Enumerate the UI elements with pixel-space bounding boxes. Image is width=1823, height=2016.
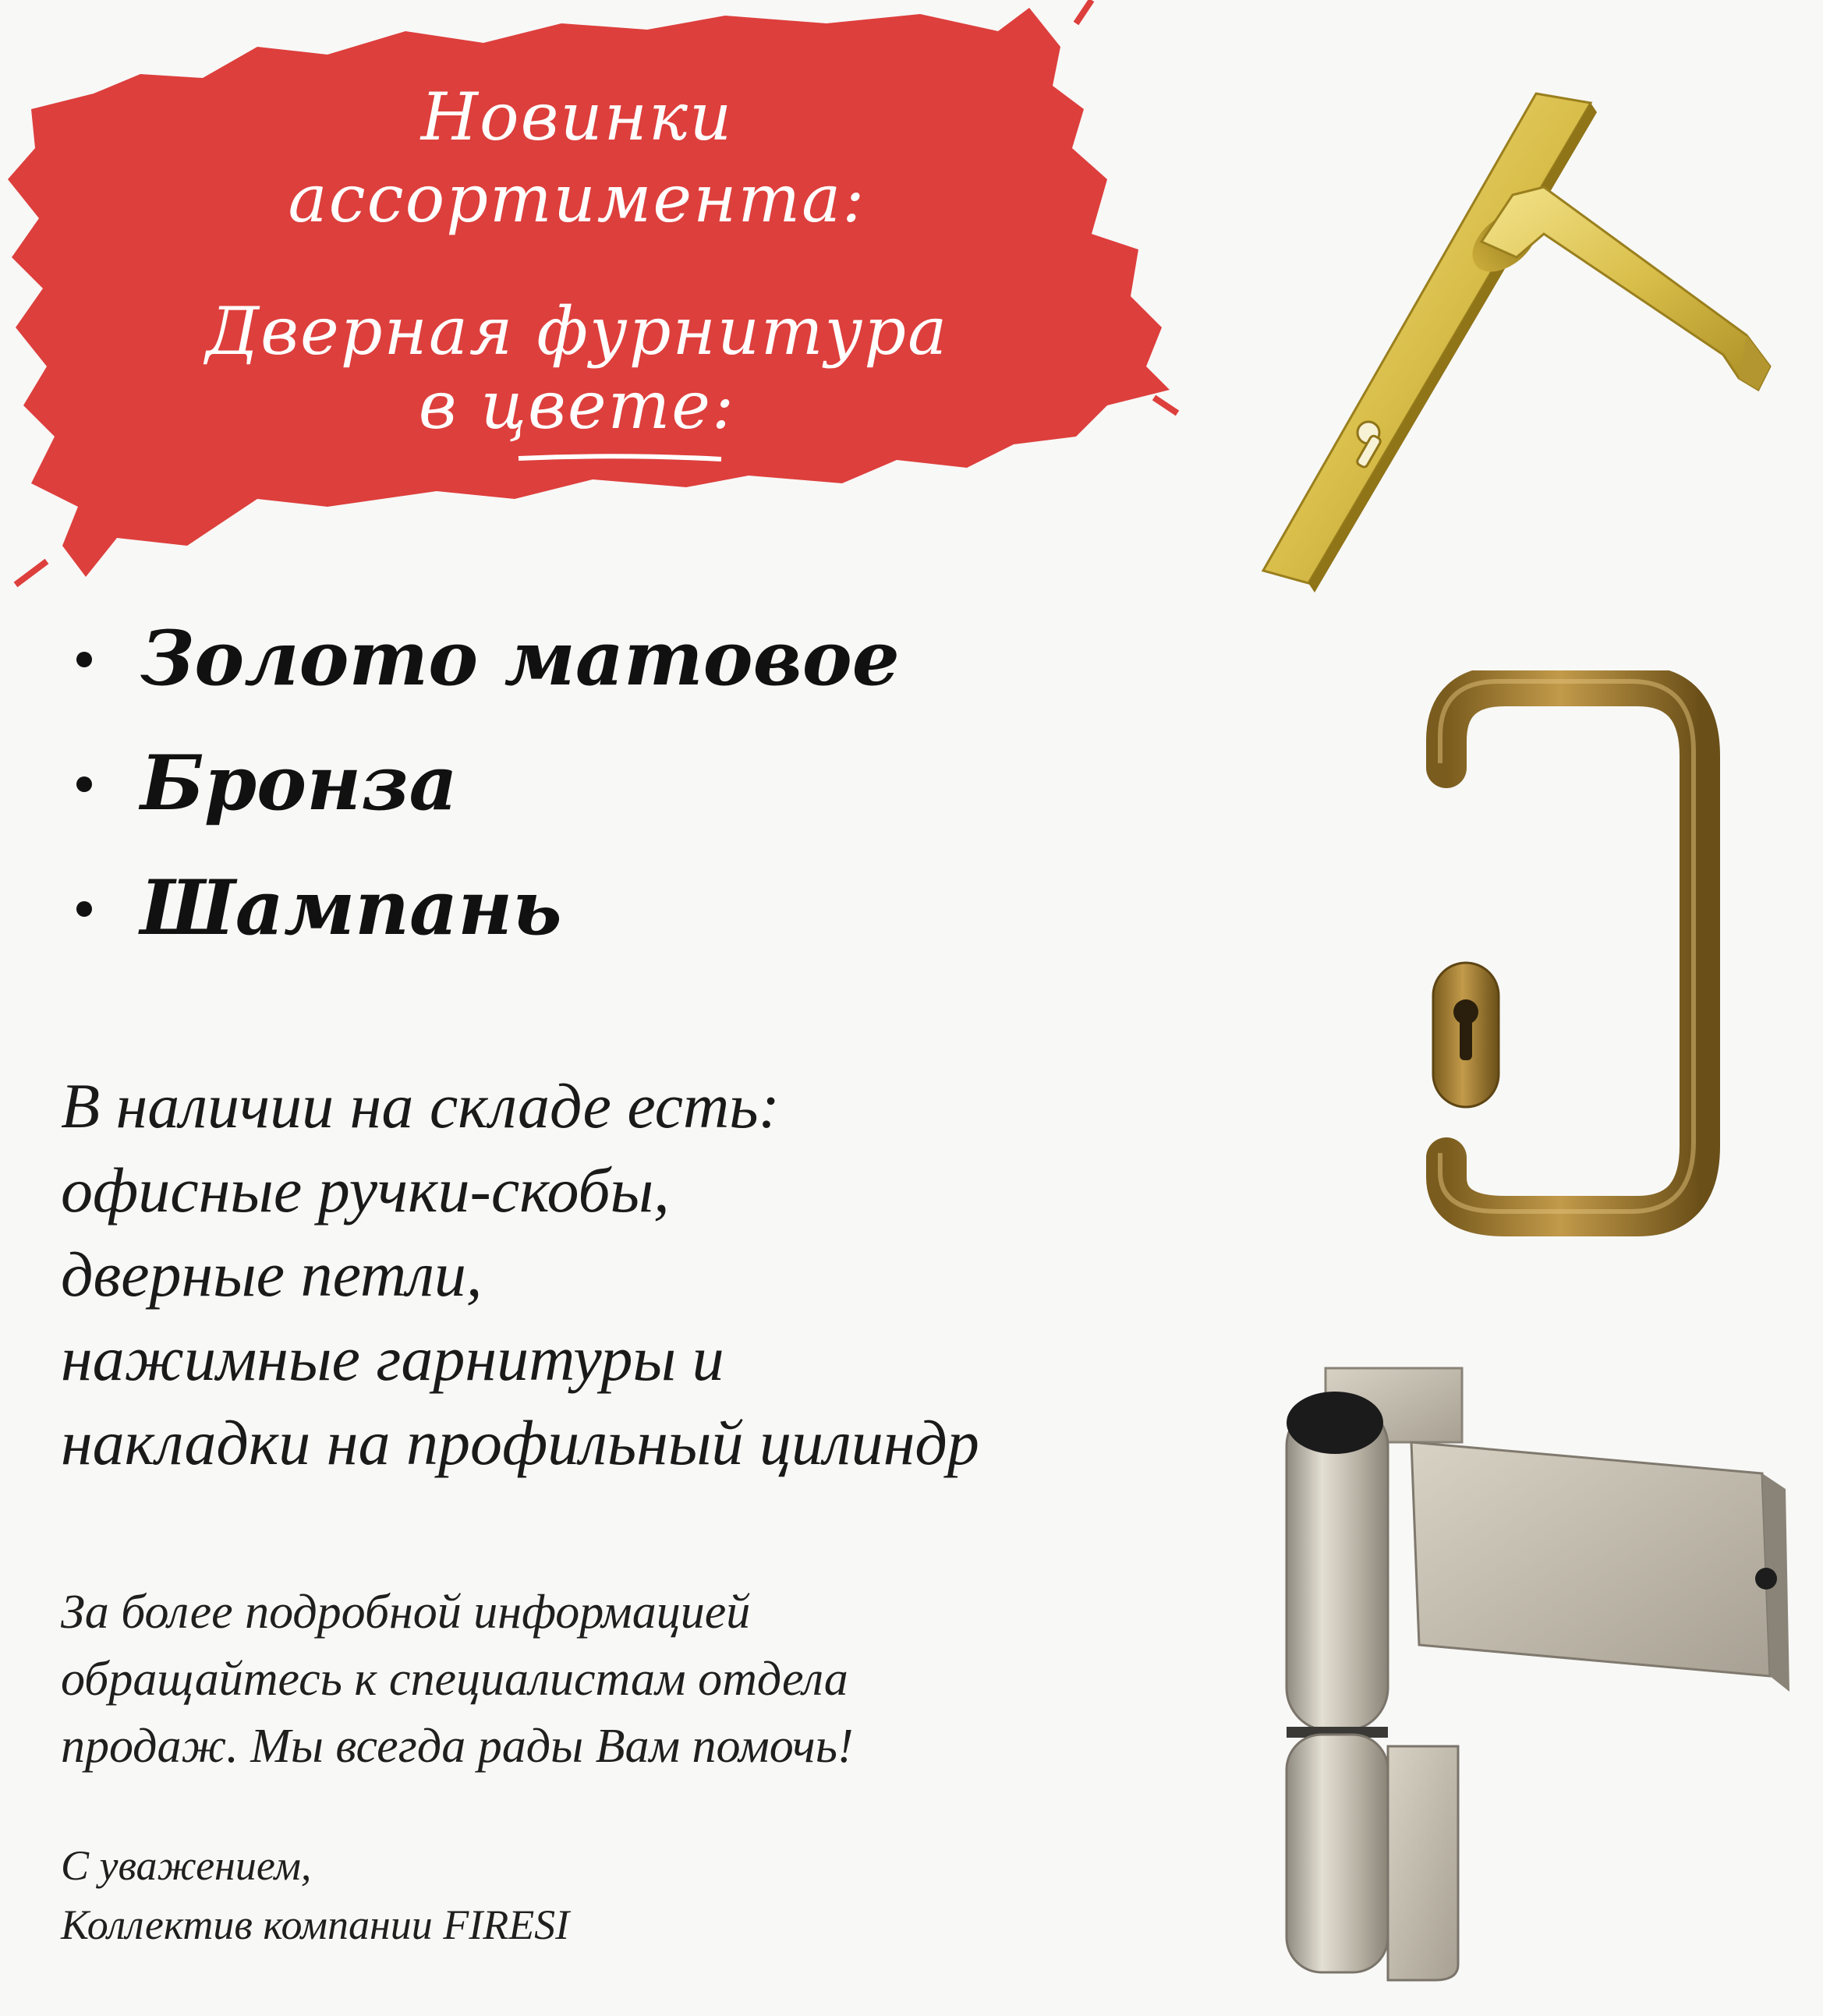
bullet-icon	[76, 652, 92, 667]
stock-paragraph	[61, 1064, 1230, 1485]
bullet-icon	[76, 776, 92, 792]
list-item	[62, 733, 900, 858]
color-label-gold: Золото матовое	[140, 614, 900, 702]
champagne-door-hinge-image	[1263, 1349, 1793, 1988]
contact-line-3: продаж. Мы всегда рады Вам помочь!	[61, 1720, 854, 1773]
banner-title-line-4: в цвете:	[418, 367, 736, 444]
signature	[61, 1836, 569, 1954]
signature-line-1: С уважением,	[61, 1842, 312, 1889]
list-item	[62, 608, 900, 733]
color-label-bronze: Бронза	[140, 739, 458, 827]
banner-title-line-3: Дверная фурнитура	[205, 293, 949, 370]
gold-lever-handle-image	[1248, 78, 1793, 608]
colors-list	[62, 608, 900, 982]
color-label-champagne: Шампань	[140, 864, 562, 952]
contact-line-2: обращайтесь к специалистам отдела	[61, 1653, 848, 1706]
stock-line-5: накладки на профильный цилиндр	[61, 1407, 979, 1478]
banner-title-line-2: ассортимента:	[288, 161, 866, 237]
banner-underline	[515, 452, 725, 463]
banner-title-line-1: Новинки	[420, 79, 734, 155]
stock-line-4: нажимные гарнитуры и	[61, 1323, 724, 1394]
stock-line-3: дверные петли,	[61, 1239, 483, 1310]
signature-line-2: Коллектив компании FIRESI	[61, 1901, 570, 1948]
stock-line-1: В наличии на складе есть:	[61, 1070, 780, 1141]
contact-line-1: За более подробной информацией	[61, 1586, 751, 1639]
list-item	[62, 858, 900, 982]
bullet-icon	[76, 901, 92, 917]
stock-line-2: офисные ручки-скобы,	[61, 1155, 670, 1226]
bronze-pull-handle-image	[1404, 670, 1739, 1271]
contact-paragraph	[61, 1579, 1152, 1780]
